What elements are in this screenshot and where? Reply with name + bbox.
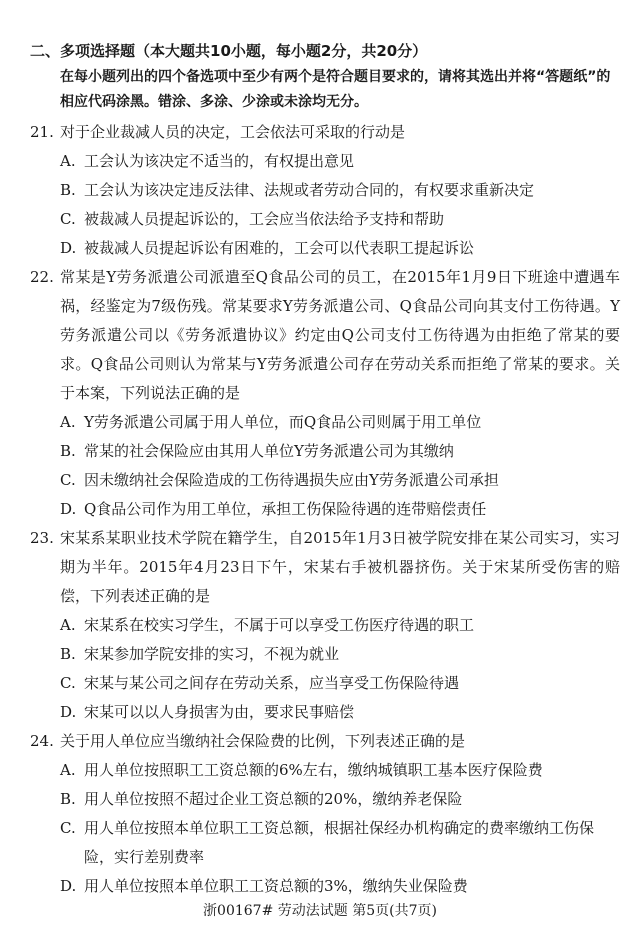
option-letter: D. — [60, 500, 77, 518]
option-letter: D. — [60, 239, 77, 257]
option-text: 宋某可以以人身损害为由，要求民事赔偿 — [84, 703, 355, 721]
option-text: 因未缴纳社会保险造成的工伤待遇损失应由Y劳务派遣公司承担 — [84, 471, 499, 489]
question-23 — [30, 524, 620, 611]
question-stem: 关于用人单位应当缴纳社会保险费的比例，下列表述正确的是 — [60, 732, 466, 750]
option-letter: C. — [60, 210, 76, 228]
question-stem: 对于企业裁减人员的决定，工会依法可采取的行动是 — [60, 123, 406, 141]
question-list — [30, 118, 620, 901]
question-number: 21. — [30, 123, 54, 141]
option-21-b — [30, 176, 620, 205]
option-text: 被裁减人员提起诉讼的，工会应当依法给予支持和帮助 — [84, 210, 445, 228]
question-21 — [30, 118, 620, 147]
option-24-c — [30, 814, 620, 872]
option-23-c — [30, 669, 620, 698]
question-stem: 常某是Y劳务派遣公司派遣至Q食品公司的员工，在2015年1月9日下班途中遭遇车祸，经鉴定为7级伤残。常某要求Y劳务派遣公司、Q食品公司向其支付工伤待遇。Y劳务派遣公司以《劳务派遣协议》约定由Q公司支付工伤待遇为由拒绝了常某的要求。Q食品公司则认为常某与Y劳务派遣公司存在劳动关系而拒绝了常某的要求。关于本案，下列说法正确的是 — [60, 268, 620, 402]
option-letter: D. — [60, 703, 77, 721]
option-letter: A. — [60, 761, 76, 779]
option-letter: D. — [60, 877, 77, 895]
question-number: 23. — [30, 529, 54, 547]
option-text: 宋某参加学院安排的实习，不视为就业 — [84, 645, 340, 663]
option-text: 宋某与某公司之间存在劳动关系，应当享受工伤保险待遇 — [84, 674, 460, 692]
question-22 — [30, 263, 620, 408]
option-letter: B. — [60, 790, 76, 808]
option-text: Q食品公司作为用工单位，承担工伤保险待遇的连带赔偿责任 — [84, 500, 487, 518]
option-letter: A. — [60, 616, 76, 634]
option-text: 用人单位按照不超过企业工资总额的20%，缴纳养老保险 — [84, 790, 463, 808]
option-text: 被裁减人员提起诉讼有困难的，工会可以代表职工提起诉讼 — [84, 239, 475, 257]
question-number: 22. — [30, 268, 54, 286]
option-text: 用人单位按照职工工资总额的6%左右，缴纳城镇职工基本医疗保险费 — [84, 761, 543, 779]
option-23-d — [30, 698, 620, 727]
question-stem: 宋某系某职业技术学院在籍学生，自2015年1月3日被学院安排在某公司实习，实习期为半年。2015年4月23日下午，宋某右手被机器挤伤。关于宋某所受伤害的赔偿，下列表述正确的是 — [60, 529, 620, 605]
option-21-a — [30, 147, 620, 176]
option-letter: B. — [60, 181, 76, 199]
section-title: 二、多项选择题（本大题共10小题，每小题2分，共20分） — [30, 42, 428, 60]
option-22-a — [30, 408, 620, 437]
option-letter: A. — [60, 152, 76, 170]
option-text: 工会认为该决定违反法律、法规或者劳动合同的，有权要求重新决定 — [84, 181, 535, 199]
option-letter: C. — [60, 471, 76, 489]
option-21-c — [30, 205, 620, 234]
option-24-d — [30, 872, 620, 901]
option-letter: B. — [60, 645, 76, 663]
question-number: 24. — [30, 732, 54, 750]
option-23-a — [30, 611, 620, 640]
section-instruction: 在每小题列出的四个备选项中至少有两个是符合题目要求的，请将其选出并将“答题纸”的相应代码涂黑。错涂、多涂、少涂或未涂均无分。 — [60, 69, 611, 110]
option-text: 宋某系在校实习学生，不属于可以享受工伤医疗待遇的职工 — [84, 616, 475, 634]
option-text: Y劳务派遣公司属于用人单位，而Q食品公司则属于用工单位 — [84, 413, 482, 431]
option-22-c — [30, 466, 620, 495]
section-header — [30, 38, 620, 115]
option-22-d — [30, 495, 620, 524]
option-23-b — [30, 640, 620, 669]
option-24-b — [30, 785, 620, 814]
option-text: 工会认为该决定不适当的，有权提出意见 — [84, 152, 355, 170]
option-24-a — [30, 756, 620, 785]
option-text: 用人单位按照本单位职工工资总额的3%，缴纳失业保险费 — [84, 877, 468, 895]
option-text: 用人单位按照本单位职工工资总额，根据社保经办机构确定的费率缴纳工伤保险，实行差别费率 — [84, 819, 595, 866]
option-text: 常某的社会保险应由其用人单位Y劳务派遣公司为其缴纳 — [84, 442, 454, 460]
page-footer: 浙00167# 劳动法试题 第5页(共7页) — [203, 903, 437, 919]
option-letter: B. — [60, 442, 76, 460]
option-22-b — [30, 437, 620, 466]
option-letter: A. — [60, 413, 76, 431]
question-24 — [30, 727, 620, 756]
option-21-d — [30, 234, 620, 263]
option-letter: C. — [60, 674, 76, 692]
option-letter: C. — [60, 819, 76, 837]
